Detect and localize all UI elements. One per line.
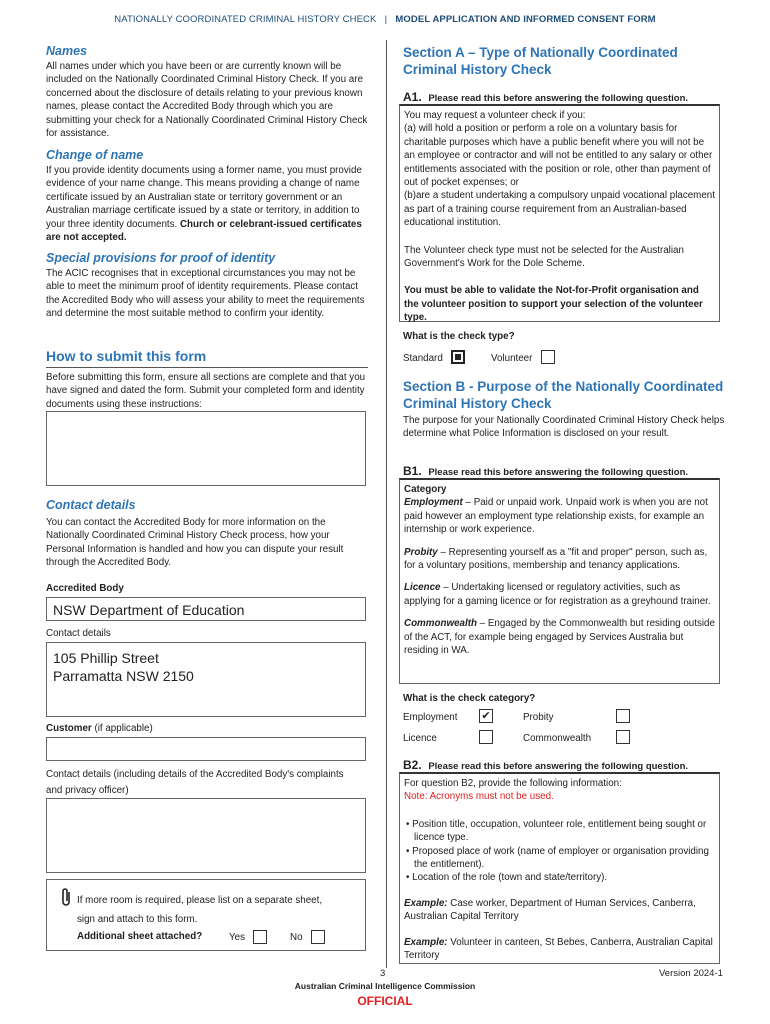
b2-example-2: Example: Volunteer in canteen, St Bebes, Canberra, Australian Capital Territory <box>404 936 713 962</box>
b2-red-note: Note: Acronyms must not be used. <box>404 791 554 803</box>
names-title: Names <box>46 44 87 58</box>
a1-option-a: (a) will hold a position or perform a role on a voluntary basis for charitable purposes which have a public benefit where you will not be an employee or contractor and will not be entitled to any salary or other entitlements associated with the position or role, other than payment of out of pocket expenses; or <box>404 123 713 189</box>
address-line2: Parramatta NSW 2150 <box>53 668 194 684</box>
b1-commonwealth-text: – Engaged by the Commonwealth but residing outside of the ACT, for example being engaged by Services Australia but residing in WA. <box>404 618 715 657</box>
special-body: The ACIC recognises that in exceptional circumstances you may not be able to meet the minimum proof of identity requirements. Please contact the Accredited Body who will assess your ability to meet the requirements and determine the most suitable method to confirm your identity. <box>46 268 365 320</box>
a1-bold-note: You must be able to validate the Not-for-Profit organisation and the volunteer position to support your selection of the volunteer type. <box>404 285 703 324</box>
attached-no-checkbox[interactable] <box>311 930 325 944</box>
change-body-bold: Church or celebrant-issued certificates are not accepted. <box>46 218 362 244</box>
a1-heading <box>403 90 688 104</box>
contact-title: Contact details <box>46 498 136 512</box>
customer-field[interactable] <box>46 737 366 761</box>
complaints-field[interactable] <box>46 798 366 873</box>
a1-heading-text: Please read this before answering the following question. <box>428 93 689 104</box>
footer-org: Australian Criminal Intelligence Commission <box>294 981 476 991</box>
b2-example-1: Example: Case worker, Department of Human Services, Canberra, Australian Capital Territory <box>404 897 696 923</box>
change-body-text: If you provide identity documents using a former name, you must provide evidence of your name change. This means providing a change of name certificate issued by an Australian state or territory government or an Australian marriage certificate issued by a state or territory, in addition to your three identity documents. <box>46 165 362 230</box>
b2-number: B2. <box>403 758 422 772</box>
customer-label-bold: Customer <box>46 723 92 734</box>
b1-probity-title: Probity <box>404 546 438 558</box>
customer-label-suffix: (if applicable) <box>94 723 153 734</box>
header-left: NATIONALLY COORDINATED CRIMINAL HISTORY CHECK <box>114 14 377 25</box>
volunteer-label: Volunteer <box>491 353 533 364</box>
special-title: Special provisions for proof of identity <box>46 251 276 265</box>
contact-details-label: Contact details <box>46 628 111 639</box>
b1-licence-text: – Undertaking licensed or regulatory activities, such as applying for a gaming licence or for registration as a greyhound trainer. <box>404 582 711 607</box>
more-room-line2: sign and attach to this form. <box>77 914 198 925</box>
change-body <box>46 164 371 244</box>
standard-checkbox[interactable] <box>451 350 465 364</box>
licence-label: Licence <box>403 733 437 744</box>
header-separator: | <box>384 14 388 25</box>
b1-commonwealth-title: Commonwealth <box>404 618 477 630</box>
address-line1: 105 Phillip Street <box>53 650 159 666</box>
b2-example-label: Example: <box>404 936 448 948</box>
employment-label: Employment <box>403 712 458 723</box>
a1-intro: You may request a volunteer check if you: <box>404 110 586 121</box>
probity-checkbox[interactable] <box>616 709 630 723</box>
attached-label: Additional sheet attached? <box>77 931 203 942</box>
b1-heading-text: Please read this before answering the following question. <box>428 467 689 478</box>
b1-number: B1. <box>403 464 422 478</box>
b1-licence-title: Licence <box>404 582 441 594</box>
attached-yes-label: Yes <box>229 932 245 943</box>
b1-employment-text: – Paid or unpaid work. Unpaid work is when you are not paid however an employment type relationship exists, for example an internship or work experience. <box>404 497 708 536</box>
a1-option-b: (b)are a student undertaking a compulsory unpaid vocational placement as part of a training course requirement from an Australian-based educational institution. <box>404 190 715 229</box>
b2-bullet: • Proposed place of work (name of employer or organisation providing the entitlement). <box>406 845 709 871</box>
section-b-title: Section B - Purpose of the Nationally Coordinated Criminal History Check <box>403 379 724 411</box>
contact-body: You can contact the Accredited Body for more information on the Nationally Coordinated Criminal History Check process, how your Personal Information is handled and how you can dispute your result through the Accredited Body. <box>46 517 344 569</box>
employment-checkbox[interactable]: ✔ <box>479 709 493 723</box>
b1-box <box>399 478 720 684</box>
probity-label: Probity <box>523 712 554 723</box>
b1-commonwealth <box>404 617 715 657</box>
check-type-question: What is the check type? <box>403 331 515 342</box>
b1-employment-title: Employment <box>404 497 463 509</box>
volunteer-checkbox[interactable] <box>541 350 555 364</box>
standard-label: Standard <box>403 353 443 364</box>
submit-rule <box>46 367 368 368</box>
attached-no-label: No <box>290 932 303 943</box>
section-a-title: Section A – Type of Nationally Coordinated Criminal History Check <box>403 45 678 77</box>
contact-details-field[interactable] <box>46 642 366 717</box>
a1-note: The Volunteer check type must not be selected for the Australian Government's Work for the Dole Scheme. <box>404 244 684 270</box>
attached-yes-checkbox[interactable] <box>253 930 267 944</box>
header-right: MODEL APPLICATION AND INFORMED CONSENT FORM <box>395 14 656 25</box>
accredited-body-field[interactable] <box>46 597 366 621</box>
submit-instructions-field[interactable] <box>46 411 366 486</box>
paperclip-icon <box>59 886 73 908</box>
official-mark: OFFICIAL <box>357 994 413 1008</box>
page-header <box>0 14 770 25</box>
more-room-line1: If more room is required, please list on a separate sheet, <box>77 895 323 906</box>
b2-heading <box>403 758 688 772</box>
submit-title: How to submit this form <box>46 348 207 364</box>
customer-label <box>46 722 153 735</box>
b2-bullet-list <box>404 818 715 885</box>
accredited-body-value: NSW Department of Education <box>53 602 245 618</box>
section-b-intro: The purpose for your Nationally Coordinated Criminal History Check helps determine what Police Information is disclosed on your result. <box>403 415 725 440</box>
b1-licence <box>404 581 715 608</box>
a1-number: A1. <box>403 90 422 104</box>
page-number: 3 <box>380 968 386 979</box>
submit-body: Before submitting this form, ensure all sections are complete and that you have signed and dated the form. Submit your completed form and identity documents using these instructions: <box>46 372 366 410</box>
b2-box <box>399 772 720 964</box>
b2-intro: For question B2, provide the following information: <box>404 778 622 789</box>
accredited-body-label: Accredited Body <box>46 583 124 594</box>
b2-bullet: • Location of the role (town and state/territory). <box>406 872 608 884</box>
b1-probity-text: – Representing yourself as a "fit and proper" person, such as, for a voluntary positions, membership and tenancy applications. <box>404 546 708 572</box>
check-category-question: What is the check category? <box>403 693 536 704</box>
a1-box <box>399 104 720 322</box>
b1-category: Category <box>404 484 447 495</box>
column-divider <box>386 40 387 968</box>
more-room-box <box>46 879 366 951</box>
version: Version 2024-1 <box>659 968 723 979</box>
licence-checkbox[interactable] <box>479 730 493 744</box>
commonwealth-label: Commonwealth <box>523 733 592 744</box>
b1-employment <box>404 496 715 536</box>
b2-example-label: Example: <box>404 897 448 909</box>
b1-probity <box>404 546 715 573</box>
change-title: Change of name <box>46 148 144 162</box>
names-body: All names under which you have been or are currently known will be included on the Nationally Coordinated Criminal History Check. If you are concerned about the disclosure of details relating to your previous known names, please contact the Accredited Body through which you are submitting your check for a Nationally Coordinated Criminal History Check for assistance. <box>46 61 368 140</box>
commonwealth-checkbox[interactable] <box>616 730 630 744</box>
complaints-label: Contact details (including details of the Accredited Body's complaints and privacy officer) <box>46 769 344 796</box>
b1-heading <box>403 464 688 478</box>
b2-heading-text: Please read this before answering the following question. <box>428 761 689 772</box>
b2-bullet: • Position title, occupation, volunteer role, entitlement being sought or licence type. <box>406 818 707 844</box>
